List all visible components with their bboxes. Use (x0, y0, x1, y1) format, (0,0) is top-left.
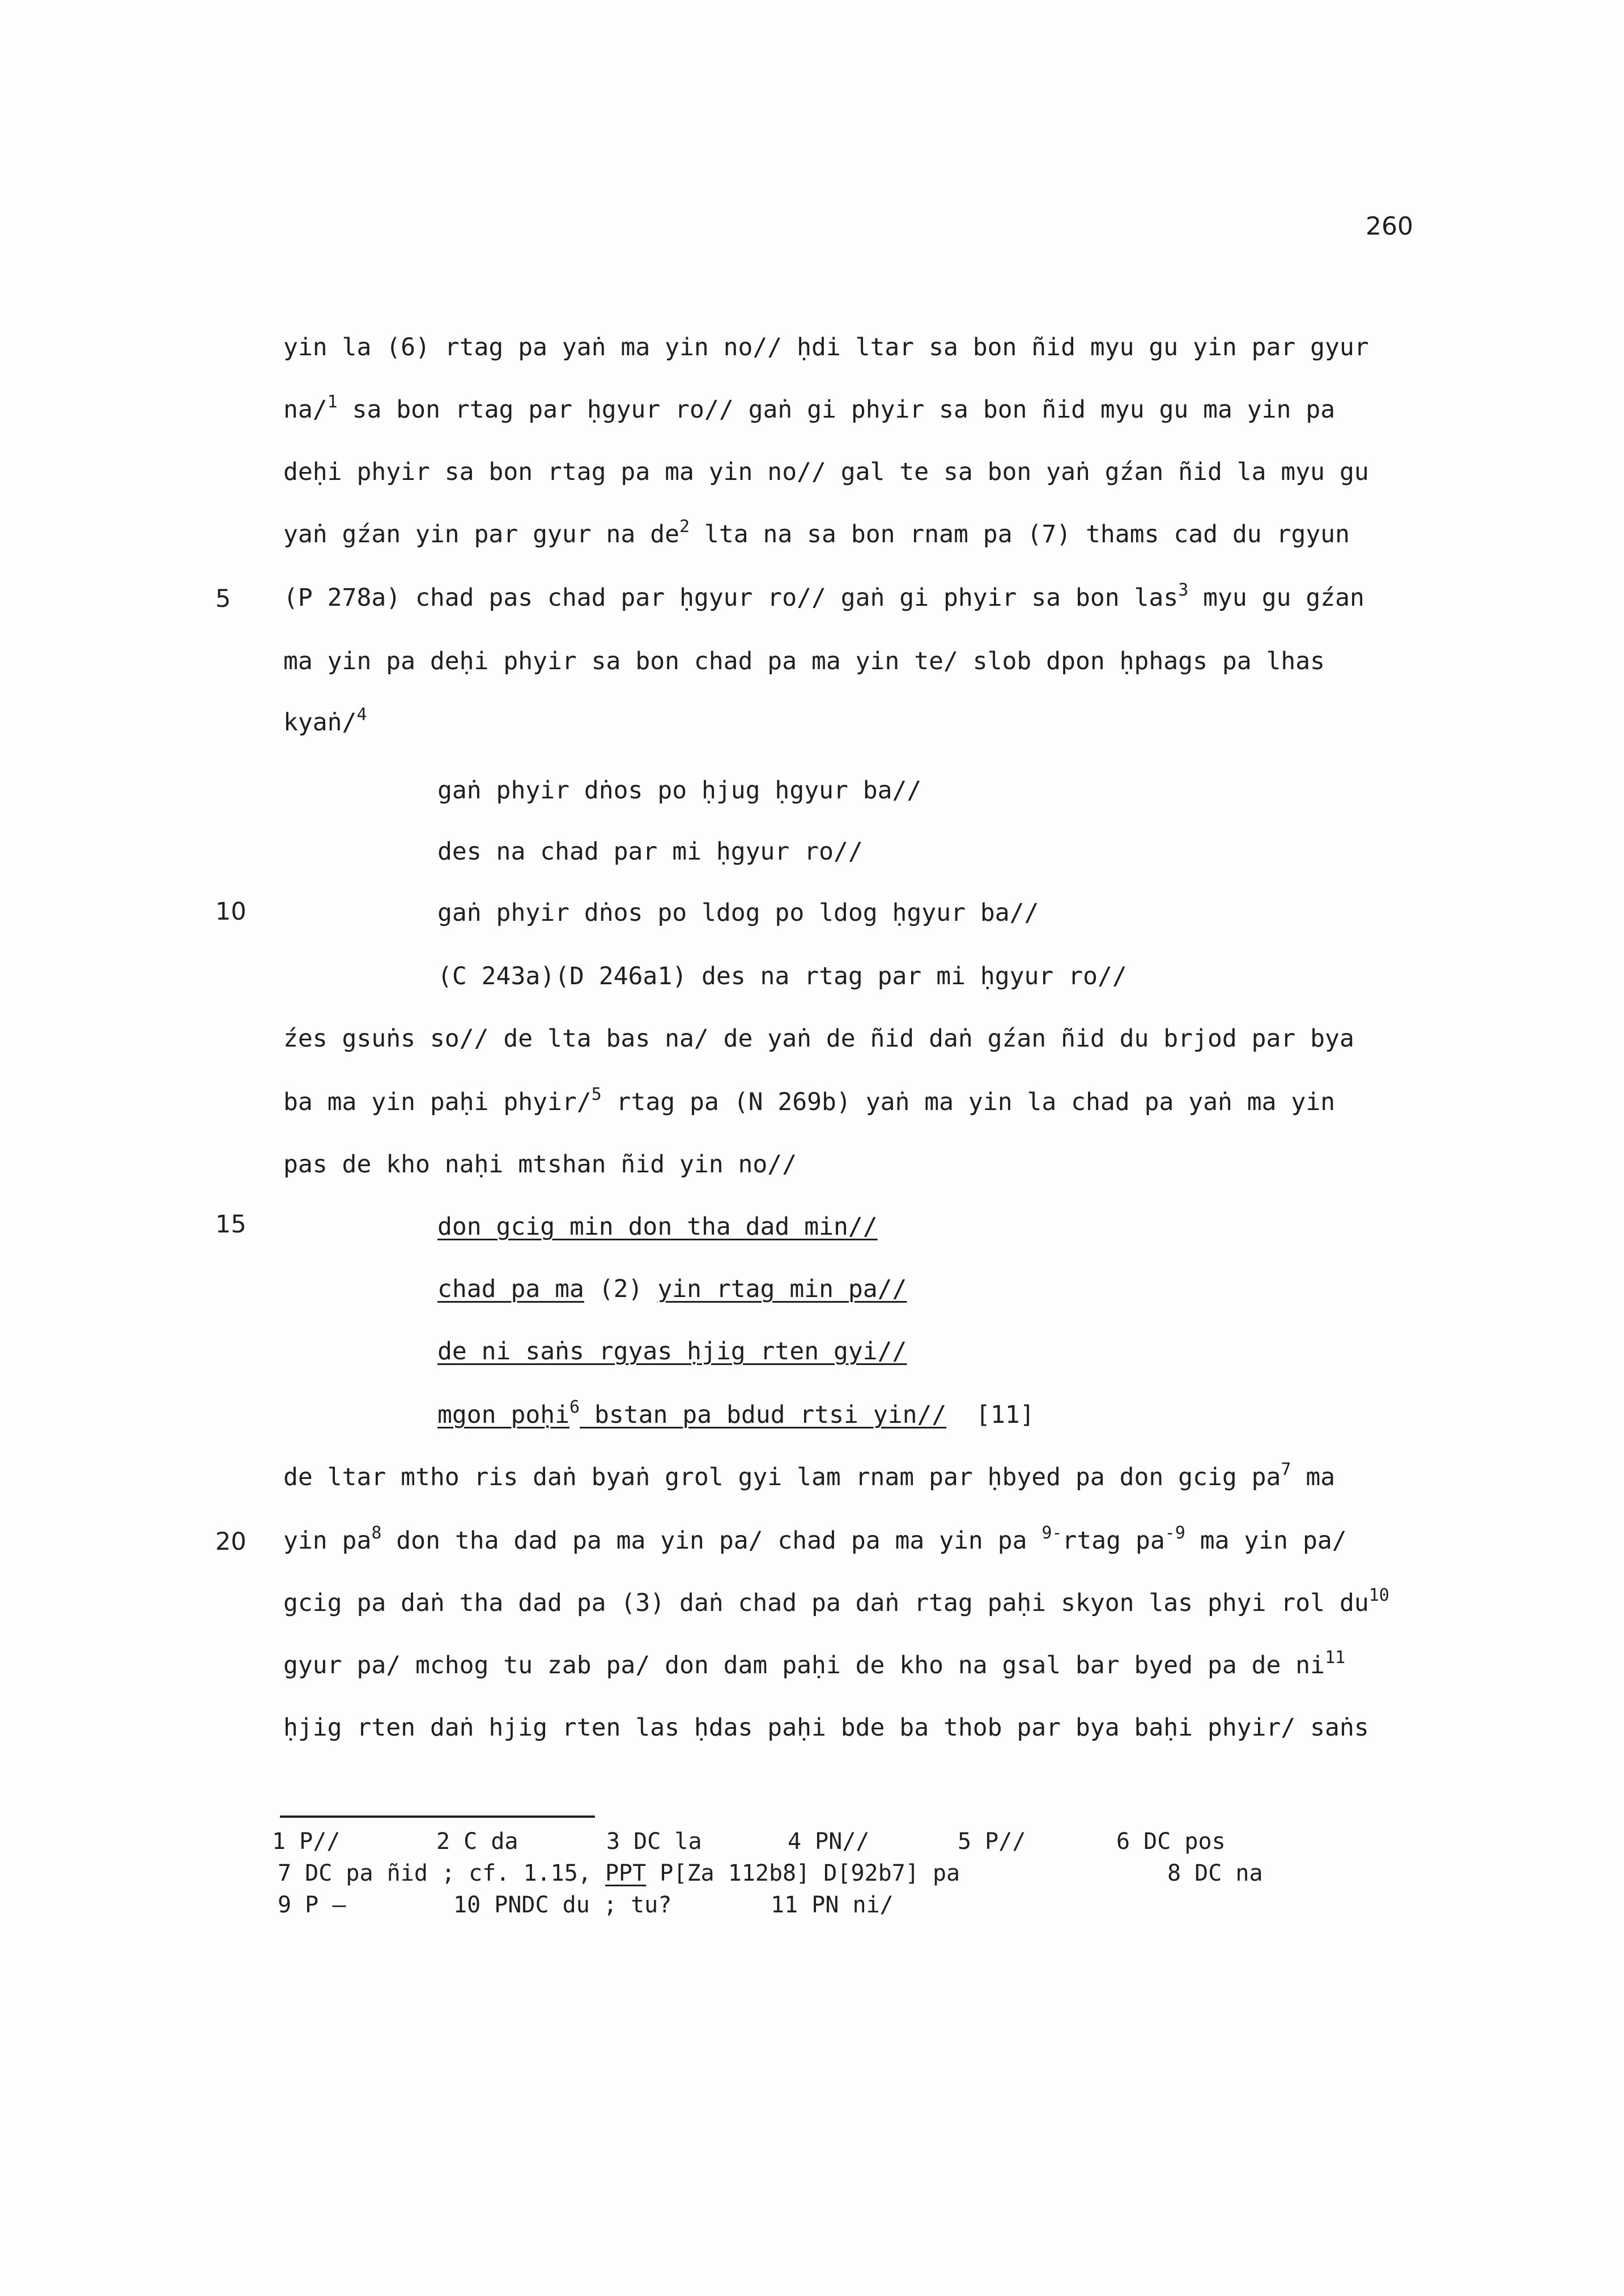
text-segment: yin la (6) rtag pa yaṅ ma yin no// ḥdi ltar sa bon ñid myu gu yin par gyur (283, 333, 1369, 362)
footnote-marker: 5 (591, 1085, 602, 1104)
line-number-15: 15 (215, 1210, 246, 1239)
footnote: 5 P// (958, 1829, 1026, 1855)
footnote-marker: 1 (327, 392, 338, 412)
text-segment: yin pa (283, 1527, 372, 1555)
text-segment: chad pa ma (437, 1275, 584, 1303)
text-line (283, 705, 367, 737)
text-segment: rtag pa (N 269b) yaṅ ma yin la chad pa yaṅ ma yin (601, 1088, 1336, 1116)
footnote-marker: 10 (1368, 1585, 1389, 1605)
text-segment: gaṅ phyir dṅos po ldog po ldog ḥgyur ba// (437, 899, 1039, 927)
footnote: 7 DC pa ñid ; cf. 1.15, PPT P[Za 112b8] D[92b7] pa (278, 1860, 960, 1886)
text-segment: don tha dad pa ma yin pa/ chad pa ma yin pa (381, 1527, 1042, 1555)
line-number-5: 5 (215, 585, 231, 613)
text-line (283, 1523, 1347, 1555)
text-segment: des na chad par mi ḥgyur ro// (437, 837, 863, 866)
text-segment: ma yin pa deḥi phyir sa bon chad pa ma yin te/ slob dpon ḥphags pa lhas (283, 647, 1325, 675)
footnote-marker: -9 (1164, 1523, 1185, 1543)
text-segment: źes gsuṅs so// de lta bas na/ de yaṅ de ñid daṅ gźan ñid du brjod par bya (283, 1024, 1354, 1053)
verse-line (437, 776, 922, 805)
text-segment: gyur pa/ mchog tu zab pa/ don dam paḥi de kho na gsal bar byed pa de ni (283, 1651, 1325, 1680)
footnote-marker: 3 (1178, 580, 1189, 600)
text-line (283, 517, 1350, 549)
text-line (283, 580, 1364, 612)
verse-line (437, 1215, 878, 1239)
line-number-10: 10 (215, 898, 246, 926)
footnote-divider (280, 1815, 595, 1818)
text-segment: rtag pa (1062, 1527, 1165, 1555)
text-segment: mgon poḥi (437, 1401, 569, 1429)
footnote-marker: 4 (356, 705, 367, 725)
footnote-marker: 7 (1281, 1460, 1291, 1479)
footnote: 2 C da (436, 1829, 518, 1855)
text-line (283, 1085, 1336, 1116)
text-segment: de ltar mtho ris daṅ byaṅ grol gyi lam rnam par ḥbyed pa don gcig pa (283, 1463, 1281, 1491)
text-segment: ḥjig rten daṅ hjig rten las ḥdas paḥi bde ba thob par bya baḥi phyir/ saṅs (283, 1714, 1369, 1742)
footnote-marker: 2 (679, 517, 690, 537)
text-segment: na/ (283, 396, 328, 424)
text-segment: (C 243a)(D 246a1) des na rtag par mi ḥgyur ro// (437, 962, 1127, 990)
text-segment: de ni saṅs rgyas ḥjig rten gyi// (437, 1337, 907, 1366)
text-line (283, 1716, 1369, 1740)
text-segment: ba ma yin paḥi phyir/ (283, 1088, 592, 1116)
line-number-20: 20 (215, 1528, 246, 1556)
text-line (283, 335, 1369, 360)
text-segment: lta na sa bon rnam pa (7) thams cad du rgyun (690, 520, 1350, 549)
text-segment: ma (1291, 1463, 1336, 1491)
text-segment: yin rtag min pa// (657, 1275, 907, 1303)
text-segment: gaṅ phyir dṅos po ḥjug ḥgyur ba// (437, 776, 922, 805)
footnote-marker: 9- (1041, 1523, 1062, 1543)
footnote-marker: 8 (371, 1523, 382, 1543)
text-line (283, 1460, 1336, 1491)
text-segment: myu gu gźan (1188, 584, 1364, 612)
text-line (283, 1585, 1389, 1617)
text-segment: ma yin pa/ (1185, 1527, 1347, 1555)
footnote: 10 PNDC du ; tu? (453, 1892, 672, 1918)
text-segment: sa bon rtag par ḥgyur ro// gaṅ gi phyir sa bon ñid myu gu ma yin pa (337, 396, 1336, 424)
page-number: 260 (1366, 212, 1413, 241)
text-segment: kyaṅ/ (283, 708, 357, 737)
verse-line (437, 837, 863, 866)
footnote-marker: 11 (1325, 1648, 1346, 1668)
verse-line (437, 901, 1039, 925)
text-segment: gcig pa daṅ tha dad pa (3) daṅ chad pa daṅ rtag paḥi skyon las phyi rol du (283, 1589, 1369, 1617)
verse-line (437, 964, 1127, 989)
footnote: 3 DC la (606, 1829, 702, 1855)
footnote-marker: 6 (569, 1397, 580, 1417)
text-line (283, 1648, 1346, 1680)
verse-line (437, 1397, 1035, 1429)
text-line (283, 649, 1325, 674)
footnote: 11 PN ni/ (771, 1892, 894, 1918)
footnote: 4 PN// (788, 1829, 870, 1855)
verse-line (437, 1337, 907, 1366)
text-segment: deḥi phyir sa bon rtag pa ma yin no// gal te sa bon yaṅ gźan ñid la myu gu (283, 458, 1369, 486)
text-segment: yaṅ gźan yin par gyur na de (283, 520, 679, 549)
footnote: 1 P// (272, 1829, 341, 1855)
footnote: 6 DC pos (1116, 1829, 1226, 1855)
text-line (283, 460, 1369, 484)
text-segment: (2) (584, 1275, 658, 1303)
text-segment: [11] (946, 1401, 1035, 1429)
text-segment: don gcig min don tha dad min// (437, 1213, 878, 1241)
verse-line (437, 1277, 907, 1302)
text-segment: bstan pa bdud rtsi yin// (580, 1401, 947, 1429)
text-segment: pas de kho naḥi mtshan ñid yin no// (283, 1150, 797, 1179)
text-line (283, 1024, 1354, 1053)
footnote: 8 DC na (1167, 1860, 1263, 1886)
text-segment: (P 278a) chad pas chad par ḥgyur ro// gaṅ gi phyir sa bon las (283, 584, 1179, 612)
text-line (283, 1150, 797, 1179)
text-line (283, 392, 1336, 424)
footnote: 9 P — (278, 1892, 346, 1918)
